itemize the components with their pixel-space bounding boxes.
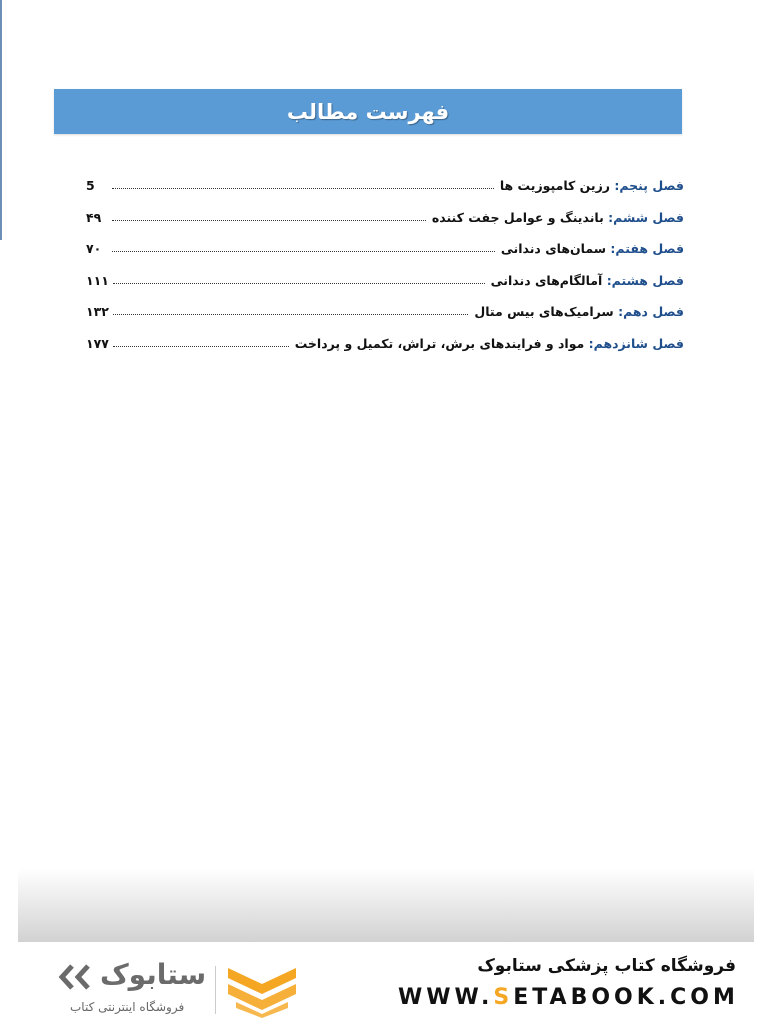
toc-row[interactable] [86, 202, 684, 234]
toc-dot-leader [112, 251, 495, 252]
toc-chapter-title: رزین کامپوزیت ها [499, 178, 611, 194]
book-logo-icon [226, 962, 298, 1018]
toc-chapter-title: آمالگام‌های دندانی [490, 272, 603, 288]
toc-chapter-label: فصل شانزدهم: [588, 335, 684, 351]
page-title: فهرست مطالب [286, 99, 450, 124]
toc-row[interactable] [86, 170, 684, 202]
toc-row[interactable] [86, 296, 684, 328]
toc-chapter-title: باندینگ و عوامل جفت کننده [431, 209, 604, 225]
double-chevron-icon [58, 964, 92, 990]
toc-row[interactable] [86, 265, 684, 297]
site-url[interactable]: WWW.SETABOOK.COM [398, 985, 739, 1010]
page-edge-line [0, 0, 2, 240]
toc-chapter-title: مواد و فرایندهای برش، تراش، تکمیل و پرداخت [294, 335, 585, 351]
toc-chapter-label: فصل هفتم: [610, 241, 684, 257]
toc-chapter-label: فصل هشتم: [606, 272, 684, 288]
table-of-contents [86, 170, 684, 359]
toc-row[interactable] [86, 328, 684, 360]
toc-chapter-title: سرامیک‌های بیس متال [474, 304, 614, 320]
toc-dot-leader [112, 188, 494, 189]
logo-divider [215, 966, 216, 1014]
store-name: فروشگاه کتاب پزشکی ستابوک [477, 956, 736, 976]
page-bottom-shadow [18, 868, 754, 942]
toc-dot-leader [112, 220, 426, 221]
toc-chapter-label: فصل ششم: [608, 209, 684, 225]
toc-row[interactable] [86, 233, 684, 265]
toc-chapter-title: سمان‌های دندانی [500, 241, 607, 257]
logo-tagline: فروشگاه اینترنتی کتاب [70, 1000, 185, 1014]
toc-dot-leader [113, 314, 468, 315]
toc-page-number: ۱۱۱ [86, 272, 109, 288]
toc-page-number: ۴۹ [86, 209, 102, 225]
toc-page-number: ۱۷۷ [86, 335, 109, 351]
toc-dot-leader [113, 283, 485, 284]
toc-title-bar [54, 89, 682, 134]
toc-page-number: 5 [86, 178, 95, 194]
toc-chapter-label: فصل دهم: [618, 304, 684, 320]
toc-page-number: ۱۳۲ [86, 304, 109, 320]
toc-chapter-label: فصل پنجم: [614, 178, 684, 194]
logo-wordmark: ستابوک [100, 958, 207, 991]
toc-dot-leader [113, 346, 289, 347]
toc-page-number: ۷۰ [86, 241, 102, 257]
